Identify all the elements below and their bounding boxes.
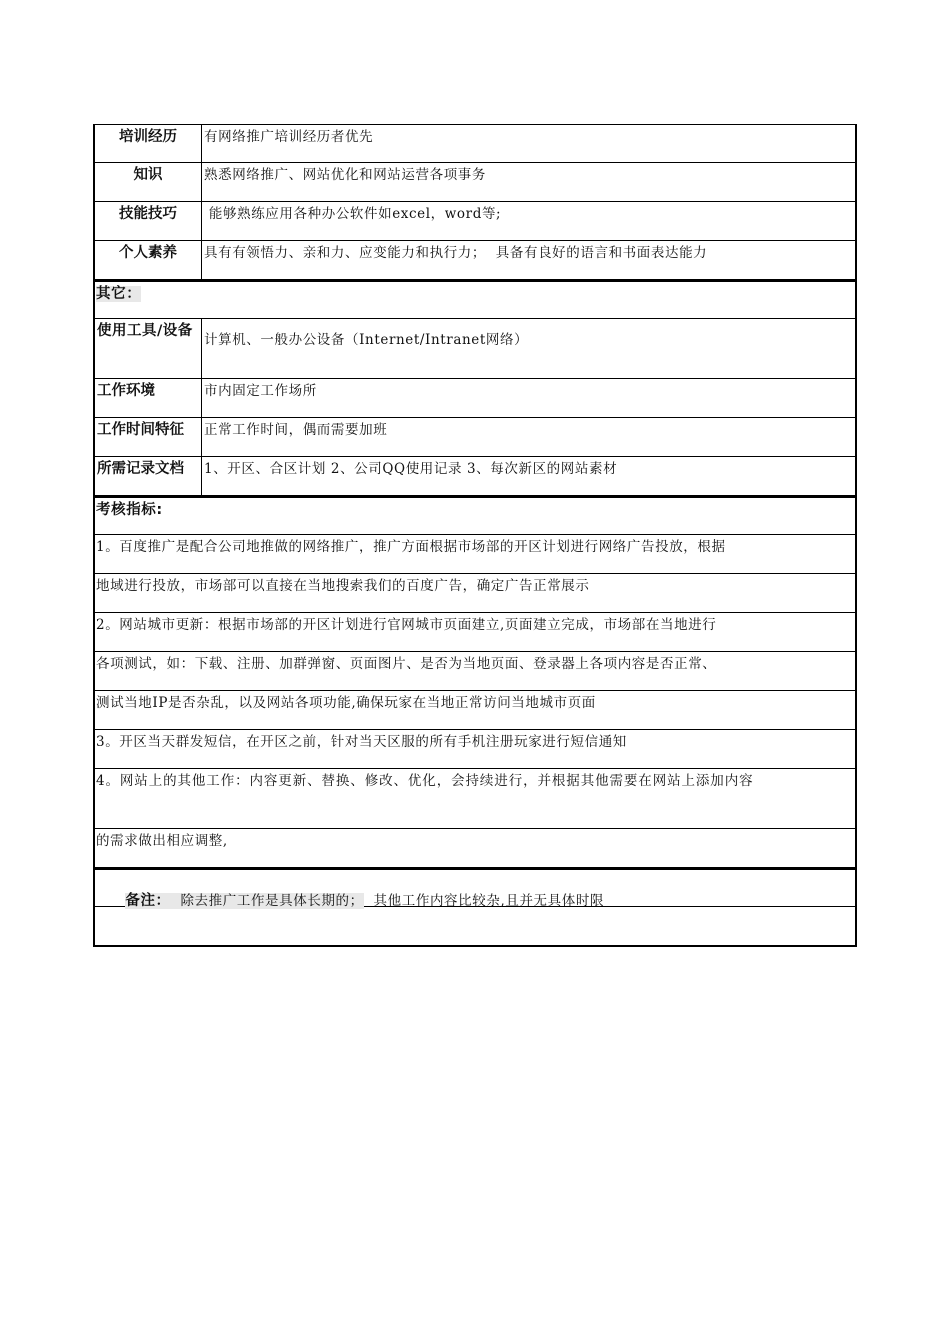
row-value: 市内固定工作场所 bbox=[204, 383, 317, 399]
table-row bbox=[93, 319, 857, 379]
table-row bbox=[93, 457, 857, 496]
table-row bbox=[93, 163, 857, 202]
kpi-line: 各项测试，如：下载、注册、加群弹窗、页面图片、是否为当地页面、登录器上各项内容是否正常、 bbox=[93, 652, 857, 691]
kpi-line: 4。网站上的其他工作：内容更新、替换、修改、优化，会持续进行，并根据其他需要在网站上添加内容 bbox=[93, 769, 857, 829]
row-label: 培训经历 bbox=[95, 125, 202, 162]
row-label: 技能技巧 bbox=[95, 202, 202, 240]
row-label: 使用工具/设备 bbox=[95, 319, 202, 378]
kpi-line: 1。百度推广是配合公司地推做的网络推广，推广方面根据市场部的开区计划进行网络广告投放，根据 bbox=[93, 535, 857, 574]
section-header-kpi bbox=[93, 496, 857, 535]
table-row bbox=[93, 379, 857, 418]
kpi-line: 3。开区当天群发短信，在开区之前，针对当天区服的所有手机注册玩家进行短信通知 bbox=[93, 730, 857, 769]
row-label: 所需记录文档 bbox=[95, 457, 202, 495]
other-header: 其它： bbox=[96, 286, 142, 302]
table-row bbox=[93, 202, 857, 241]
row-value: 具有有领悟力、亲和力、应变能力和执行力； 具备有良好的语言和书面表达能力 bbox=[204, 245, 708, 261]
table-row bbox=[93, 124, 857, 163]
row-label: 工作时间特征 bbox=[95, 418, 202, 456]
row-value: 熟悉网络推广、网站优化和网站运营各项事务 bbox=[204, 167, 486, 183]
remarks-row bbox=[93, 868, 857, 907]
kpi-line: 2。网站城市更新：根据市场部的开区计划进行官网城市页面建立,页面建立完成，市场部在当地进行 bbox=[93, 613, 857, 652]
row-value: 正常工作时间，偶而需要加班 bbox=[204, 422, 388, 438]
job-description-table bbox=[93, 124, 857, 947]
section-header-other bbox=[93, 280, 857, 319]
row-value: 有网络推广培训经历者优先 bbox=[204, 129, 374, 145]
row-value: 1、开区、合区计划 2、公司QQ使用记录 3、每次新区的网站素材 bbox=[204, 461, 618, 477]
row-label: 工作环境 bbox=[95, 379, 202, 417]
remarks-text-continued: 其他工作内容比较杂,且并无具体时限 bbox=[363, 893, 605, 909]
kpi-header: 考核指标: bbox=[96, 502, 163, 518]
empty-row bbox=[93, 907, 857, 947]
remarks-text: 除去推广工作是具体长期的； bbox=[170, 893, 364, 909]
row-label: 知识 bbox=[95, 163, 202, 201]
row-label: 个人素养 bbox=[95, 241, 202, 279]
table-row bbox=[93, 418, 857, 457]
row-value: 计算机、一般办公设备（Internet/Intranet网络） bbox=[204, 332, 529, 348]
remarks-label: 备注： bbox=[125, 893, 171, 909]
row-value: 能够熟练应用各种办公软件如excel，word等; bbox=[204, 206, 502, 222]
kpi-line: 的需求做出相应调整, bbox=[93, 829, 857, 868]
table-row bbox=[93, 241, 857, 280]
kpi-line: 测试当地IP是否杂乱，以及网站各项功能,确保玩家在当地正常访问当地城市页面 bbox=[93, 691, 857, 730]
kpi-line: 地域进行投放，市场部可以直接在当地搜索我们的百度广告，确定广告正常展示 bbox=[93, 574, 857, 613]
